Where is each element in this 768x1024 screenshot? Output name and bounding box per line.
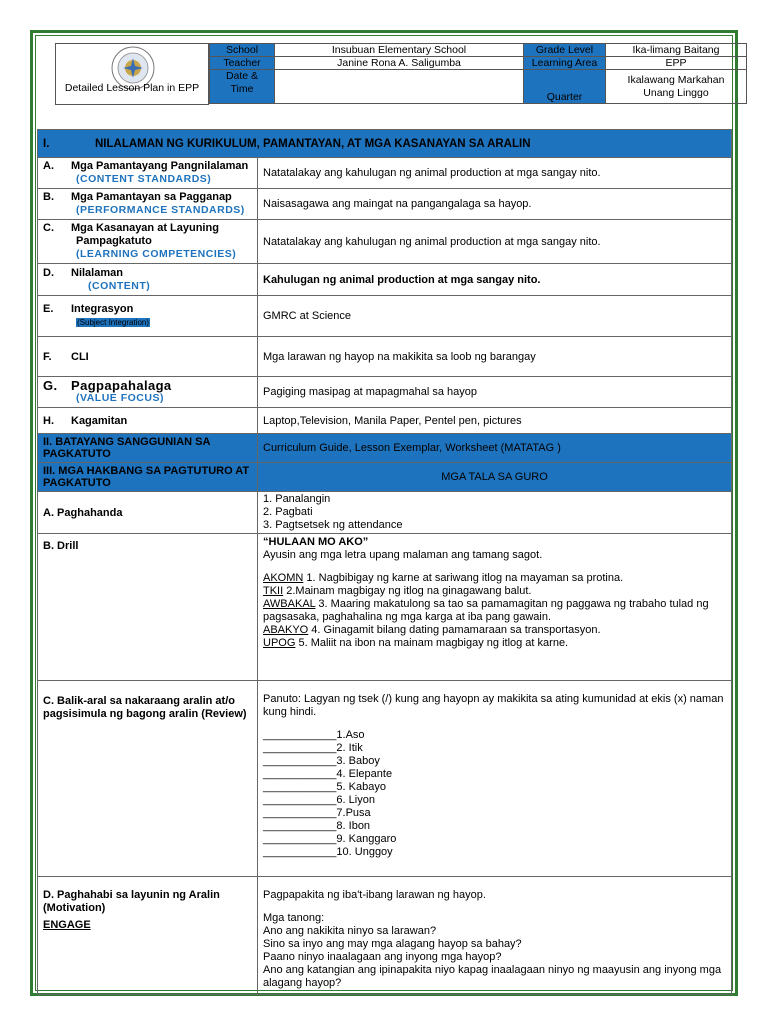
- row-integration: E. Integrasyon (Subject Integration) GMRC at Science: [38, 296, 732, 337]
- lesson-plan-table: [37, 129, 732, 995]
- datetime-label: Date & Time: [210, 70, 275, 104]
- row-cli: F. CLI Mga larawan ng hayop na makikita sa loob ng barangay: [38, 337, 732, 377]
- document-title: Detailed Lesson Plan in EPP: [64, 82, 200, 94]
- engage-label: ENGAGE: [43, 919, 91, 931]
- teacher-value: Janine Rona A. Saligumba: [275, 57, 524, 70]
- grade-level-label: Grade Level: [524, 44, 606, 57]
- row-paghahanda: A. Paghahanda 1. Panalangin 2. Pagbati 3. Pagtsetsek ng attendance: [38, 492, 732, 534]
- row-content-standards: A. Mga Pamantayang Pangnilalaman (CONTENT STANDARDS) Natatalakay ang kahulugan ng animal production at mga sangay nito.: [38, 158, 732, 189]
- section-1-header: I. NILALAMAN NG KURIKULUM, PAMANTAYAN, AT MGA KASANAYAN SA ARALIN: [38, 130, 732, 158]
- header-logo-box: [55, 43, 209, 105]
- row-learning-competencies: C. Mga Kasanayan at Layuning Pampagkatuto (LEARNING COMPETENCIES) Natatalakay ang kahulugan ng animal production at mga sangay nito.: [38, 220, 732, 264]
- row-review: C. Balik-aral sa nakaraang aralin at/o pagsisimula ng bagong aralin (Review) Panuto: Lagyan ng tsek (/) kung ang hayopn ay makikita sa ating kumunidad at ekis (x) naman kung hindi. ____________1.Aso ____________2. Itik ____________3. Baboy ____________4. Elepante ____________5. Kabayo ____________6. Liyon ____________7.Pusa ____________8. Ibon ____________9. Kanggaro ____________10. Unggoy: [38, 681, 732, 877]
- row-motivation: D. Paghahabi sa layunin ng Aralin (Motivation) ENGAGE Pagpapakita ng iba't-ibang larawan ng hayop. Mga tanong: Ano ang nakikita ninyo sa larawan? Sino sa inyo ang may mga alagang hayop sa bahay? Paano ninyo inaalagaan ang inyong mga hayop? Ano ang katangian ang ipinapakita niyo kapag inaalagaan ninyo ng maayusin ang inyong mga alagang hayop?: [38, 877, 732, 995]
- school-label: School: [210, 44, 275, 57]
- quarter-value: Ikalawang Markahan Unang Linggo: [606, 70, 747, 104]
- row-content: D. Nilalaman (CONTENT) Kahulugan ng animal production at mga sangay nito.: [38, 264, 732, 296]
- row-drill: B. Drill “HULAAN MO AKO” Ayusin ang mga letra upang malaman ang tamang sagot. AKOMN 1. Nagbibigay ng karne at sariwang itlog na mayaman sa protina. TKII 2.Mainam magbigay ng itlog na ginagawang balut. AWBAKAL 3. Maaring makatulong sa tao sa pamamagitan ng paggawa ng trabaho tulad ng pagsasaka, paghahalina ng mga karga at iba pang gawain. ABAKYO 4. Ginagamit bilang dating pamamaraan sa transportasyon. UPOG 5. Maliit na ibon na mainam magbigay ng itlog at karne.: [38, 534, 732, 681]
- school-value: Insubuan Elementary School: [275, 44, 524, 57]
- row-performance-standards: B. Mga Pamantayan sa Pagganap (PERFORMANCE STANDARDS) Naisasagawa ang maingat na pangangalaga sa hayop.: [38, 189, 732, 220]
- section-3-header: III. MGA HAKBANG SA PAGTUTURO AT PAGKATUTO MGA TALA SA GURO: [38, 463, 732, 492]
- header-info-table: [209, 43, 747, 104]
- learning-area-value: EPP: [606, 57, 747, 70]
- quarter-label: Quarter: [524, 70, 606, 104]
- teacher-label: Teacher: [210, 57, 275, 70]
- section-2-header: II. BATAYANG SANGGUNIAN SA PAGKATUTO Curriculum Guide, Lesson Exemplar, Worksheet (MATATAG ): [38, 434, 732, 463]
- row-value-focus: G. Pagpapahalaga (VALUE FOCUS) Pagiging masipag at mapagmahal sa hayop: [38, 377, 732, 408]
- learning-area-label: Learning Area: [524, 57, 606, 70]
- grade-level-value: Ika-limang Baitang: [606, 44, 747, 57]
- subject-integration-tag: (Subject Integration): [77, 318, 150, 327]
- row-materials: H. Kagamitan Laptop,Television, Manila Paper, Pentel pen, pictures: [38, 408, 732, 434]
- datetime-value: [275, 70, 524, 104]
